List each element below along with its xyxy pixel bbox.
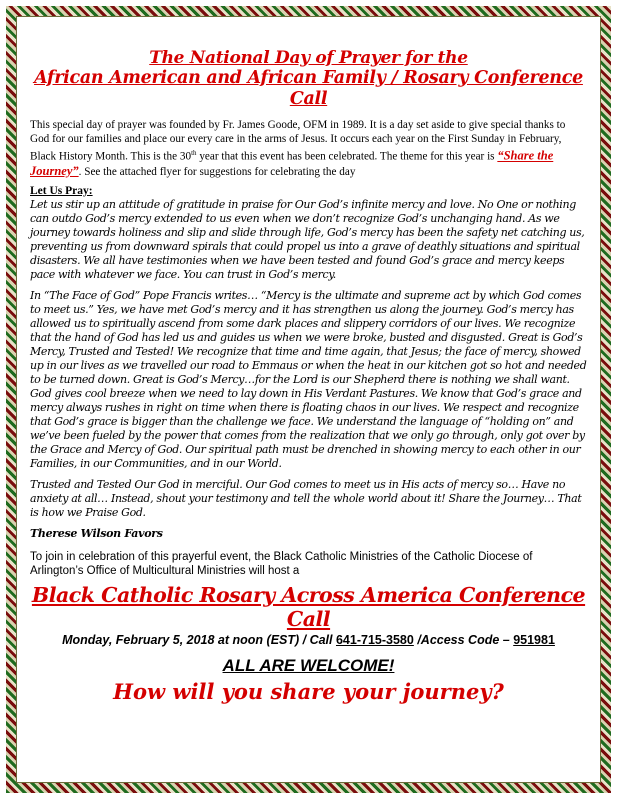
intro-text-3: . See the attached flyer for suggestions for celebrating the day <box>78 165 356 178</box>
phone-number[interactable]: 641-715-3580 <box>335 632 414 647</box>
call-info-prefix: Monday, February 5, 2018 at noon (EST) / Call <box>62 632 336 647</box>
call-info-mid: /Access Code – <box>413 632 514 647</box>
author-signature: Therese Wilson Favors <box>30 526 163 540</box>
call-details <box>30 633 587 648</box>
welcome-banner: ALL ARE WELCOME! <box>222 655 395 675</box>
intro-text-1: This special day of prayer was founded by Fr. James Goode, OFM in 1989. It is a day set aside to give special thanks to God for our families and place our every care in the arms of Jesus. It occurs each year on the First Sunday in February, Black History Month. This is the 30 <box>30 119 566 163</box>
prayer-paragraph-1: Let us stir up an attitude of gratitude in praise for Our God’s infinite mercy and love. No One or nothing can outdo God’s mercy extended to us even when we don’t recognize God’s unchanging hand. As we journey towards holiness and slip and slide through life, God’s mercy has been the safety net catching us, preventing us from downward spirals that could propel us into a grave of deathly situations and spiritual disasters. We all have testimonies when we have been tested and found God’s grace and mercy keeps pace with whatever we face. You can trust in God’s mercy. <box>30 197 585 281</box>
conference-call-title: Black Catholic Rosary Across America Conference Call <box>31 582 586 631</box>
closing-question: How will you share your journey? <box>113 678 504 704</box>
theme-text: “Share the Journey” <box>30 148 554 178</box>
flyer-content <box>30 48 587 704</box>
title-line-1: The National Day of Prayer for the <box>149 48 468 68</box>
page-title <box>30 48 587 110</box>
prayer-paragraph-3: Trusted and Tested Our God in merciful. Our God comes to meet us in His acts of mercy so… Have no anxiety at all… Instead, shout your testimony and tell the whole world about it! Share the Journey… That is how we Praise God. <box>30 477 582 519</box>
join-paragraph: To join in celebration of this prayerful event, the Black Catholic Ministries of the Catholic Diocese of Arlington’s Office of Multicultural Ministries will host a <box>30 550 533 577</box>
intro-superscript: th <box>191 149 197 157</box>
title-line-2: African American and African Family / Rosary Conference Call <box>34 68 583 109</box>
pray-heading: Let Us Pray: <box>30 184 93 197</box>
intro-paragraph <box>30 118 587 179</box>
prayer-paragraph-2: In “The Face of God” Pope Francis writes… “Mercy is the ultimate and supreme act by which God comes to meet us.” Yes, we have met God’s mercy and it has strengthen us along the journey. God’s mercy has allowed us to spiritually ascend from some dark places and slippery corridors of our lives. We recognize that the hand of God has led us and guides us when we were broke, busted and disgusted. Great is God’s Mercy, Trusted and Tested! We recognize that time and time again, that Jesus; the face of mercy, showed up in our lives as we travelled our road to Emmaus or when the heat in our kitchen got so hot and needed to be turned down. Great is God’s Mercy…for the Lord is our Shepherd there is nothing we shall want. God gives cool breeze when we need to lay down in His Verdant Pastures. We know that God’s grace and mercy always rushes in right on time when there is floating chaos in our lives. We respect and recognize that God’s grace is bigger than the challenge we face. We understand the language of “holding on” and we’ve been fueled by the power that comes from the realization that we only go through, only got over by the Grace and Mercy of God. Our spiritual path must be drenched in showing mercy to each other in our Families, in our Communities, and in our World. <box>30 288 587 470</box>
access-code: 951981 <box>513 632 555 647</box>
intro-text-2: year that this event has been celebrated. The theme for this year is <box>196 150 498 163</box>
